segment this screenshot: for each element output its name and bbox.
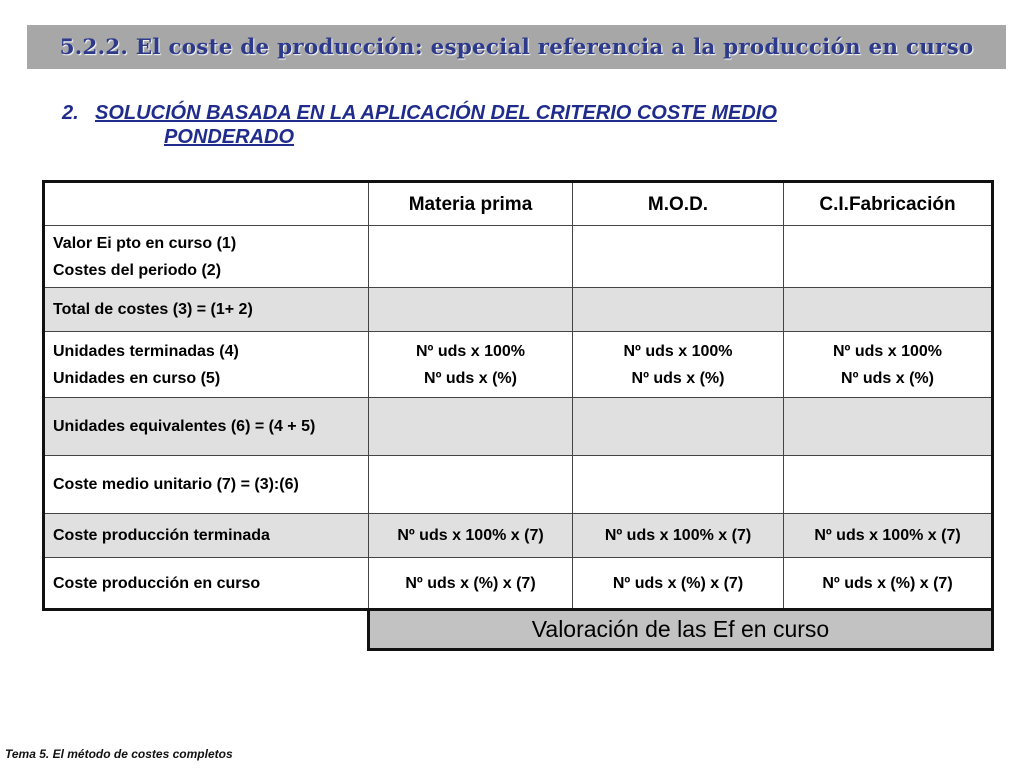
header-mod: M.O.D. <box>573 182 784 226</box>
cost-table <box>42 180 994 651</box>
header-materia-prima: Materia prima <box>369 182 573 226</box>
table-row <box>44 398 993 456</box>
table-cell <box>369 456 573 514</box>
cell-line: Nº uds x 100% <box>416 342 525 360</box>
table-cell <box>784 288 993 332</box>
header-row <box>44 182 993 226</box>
table-row <box>44 288 993 332</box>
row-label: Coste producción en curso <box>44 558 369 610</box>
subtitle-line1: SOLUCIÓN BASADA EN LA APLICACIÓN DEL CRITERIO COSTE MEDIO <box>95 102 777 124</box>
row-label-line: Valor Ei pto en curso (1) <box>53 234 237 252</box>
subtitle-line2: PONDERADO <box>164 126 295 148</box>
cell-line: Nº uds x (%) <box>841 369 934 387</box>
table-cell <box>369 288 573 332</box>
row-label: Unidades equivalentes (6) = (4 + 5) <box>44 398 369 456</box>
table-row <box>44 226 993 288</box>
footer-text: Tema 5. El método de costes completos <box>5 747 233 761</box>
table-cell: Nº uds x (%) x (7) <box>573 558 784 610</box>
header-cif: C.I.Fabricación <box>784 182 993 226</box>
table-cell <box>369 398 573 456</box>
table-cell <box>573 288 784 332</box>
table-cell <box>573 398 784 456</box>
table-row <box>44 332 993 398</box>
table-cell <box>369 226 573 288</box>
table-cell <box>573 226 784 288</box>
slide-title: 5.2.2. El coste de producción: especial referencia a la producción en curso <box>59 34 974 60</box>
cell-line: Nº uds x 100% <box>623 342 733 360</box>
table-cell <box>573 332 784 398</box>
table-cell: Nº uds x (%) x (7) <box>369 558 573 610</box>
subtitle <box>62 101 922 149</box>
table-cell <box>369 332 573 398</box>
valoracion-cell: Valoración de las Ef en curso <box>369 610 993 650</box>
table-cell: Nº uds x 100% x (7) <box>784 514 993 558</box>
table-cell <box>784 332 993 398</box>
row-label: Coste producción terminada <box>44 514 369 558</box>
table-cell: Nº uds x 100% x (7) <box>573 514 784 558</box>
cell-line: Nº uds x (%) <box>424 369 517 387</box>
cell-line: Nº uds x (%) <box>631 369 725 387</box>
valoracion-row <box>44 610 993 650</box>
table-cell <box>784 226 993 288</box>
table-cell <box>784 398 993 456</box>
cell-line: Nº uds x 100% <box>833 342 942 360</box>
row-label <box>44 226 369 288</box>
row-label <box>44 332 369 398</box>
table-row <box>44 456 993 514</box>
row-label-line: Unidades en curso (5) <box>53 369 221 387</box>
table-cell: Nº uds x (%) x (7) <box>784 558 993 610</box>
row-label: Total de costes (3) = (1+ 2) <box>44 288 369 332</box>
table-cell <box>784 456 993 514</box>
table-cell: Nº uds x 100% x (7) <box>369 514 573 558</box>
subtitle-number: 2. <box>62 102 79 124</box>
row-label: Coste medio unitario (7) = (3):(6) <box>44 456 369 514</box>
row-label-line: Unidades terminadas (4) <box>53 342 239 360</box>
corner-cell <box>44 182 369 226</box>
row-label-line: Costes del periodo (2) <box>53 261 222 279</box>
table-row <box>44 558 993 610</box>
table-cell <box>573 456 784 514</box>
title-bar <box>27 25 1006 69</box>
table-row <box>44 514 993 558</box>
empty-cell <box>44 610 369 650</box>
